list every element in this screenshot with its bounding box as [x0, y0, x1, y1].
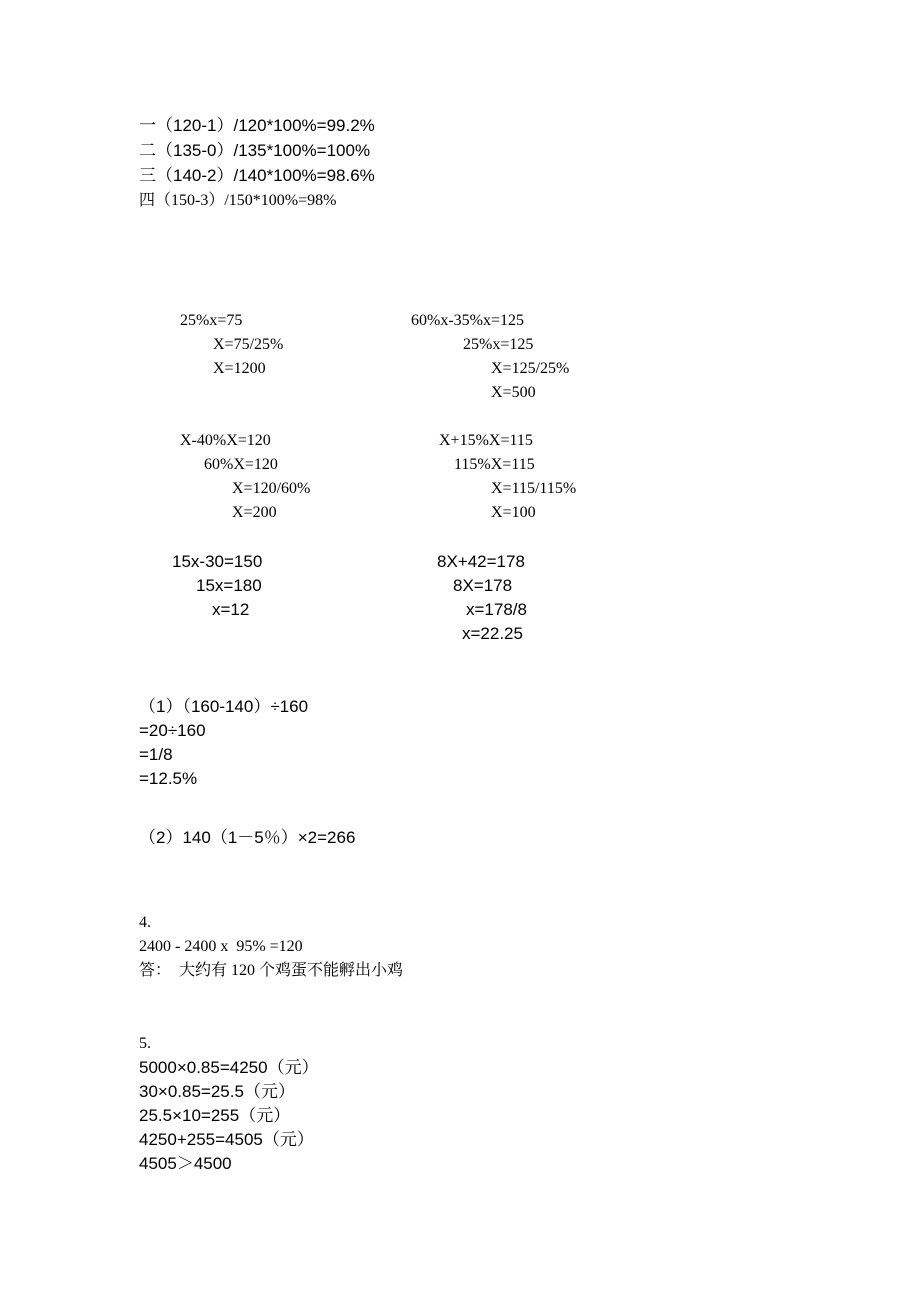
- problem-2-line: （2）140（1－5％）×2=266: [139, 828, 356, 847]
- equation-4-line-1: X+15%X=115: [439, 432, 533, 449]
- equation-3-line-4: X=200: [232, 504, 277, 521]
- equation-3-line-1: X-40%X=120: [180, 432, 271, 449]
- equation-1-line-3: X=1200: [213, 360, 266, 377]
- section-5-line-4: 4250+255=4505（元）: [139, 1130, 314, 1149]
- equation-4-line-4: X=100: [491, 504, 536, 521]
- section-5-line-3: 25.5×10=255（元）: [139, 1106, 291, 1125]
- equation-2-line-3: X=125/25%: [491, 360, 570, 377]
- equation-6-line-1: 8X+42=178: [437, 552, 525, 571]
- rate-line-3: 三（140-2）/140*100%=98.6%: [139, 166, 375, 185]
- section-4-calculation: 2400 - 2400 x 95% =120: [139, 938, 303, 955]
- equation-5-line-3: x=12: [212, 600, 250, 619]
- problem-1-line-2: =20÷160: [139, 721, 206, 740]
- section-5-line-2: 30×0.85=25.5（元）: [139, 1082, 295, 1101]
- rate-line-2: 二（135-0）/135*100%=100%: [139, 141, 371, 160]
- equation-1-line-1: 25%x=75: [180, 312, 243, 329]
- problem-1-line-3: =1/8: [139, 745, 173, 764]
- equation-3-line-3: X=120/60%: [232, 480, 311, 497]
- section-5-line-5: 4505＞4500: [139, 1154, 232, 1173]
- problem-1-line-1: （1）（160-140）÷160: [139, 697, 309, 716]
- section-4-answer: 答： 大约有 120 个鸡蛋不能孵出小鸡: [139, 962, 404, 979]
- equation-2-line-2: 25%x=125: [463, 336, 534, 353]
- rate-line-1: 一（120-1）/120*100%=99.2%: [139, 116, 375, 135]
- section-5-number: 5.: [139, 1035, 151, 1052]
- equation-2-line-4: X=500: [491, 384, 536, 401]
- equation-4-line-2: 115%X=115: [454, 456, 535, 473]
- problem-1-line-4: =12.5%: [139, 769, 198, 788]
- rate-line-4: 四（150-3）/150*100%=98%: [139, 192, 337, 209]
- equation-6-line-2: 8X=178: [453, 576, 513, 595]
- equation-1-line-2: X=75/25%: [213, 336, 284, 353]
- equation-2-line-1: 60%x-35%x=125: [411, 312, 525, 329]
- equation-4-line-3: X=115/115%: [491, 480, 577, 497]
- equation-6-line-4: x=22.25: [462, 624, 523, 643]
- section-5-line-1: 5000×0.85=4250（元）: [139, 1058, 319, 1077]
- equation-5-line-1: 15x-30=150: [172, 552, 263, 571]
- section-4-number: 4.: [139, 914, 151, 931]
- equation-3-line-2: 60%X=120: [204, 456, 278, 473]
- equation-6-line-3: x=178/8: [466, 600, 527, 619]
- equation-5-line-2: 15x=180: [196, 576, 262, 595]
